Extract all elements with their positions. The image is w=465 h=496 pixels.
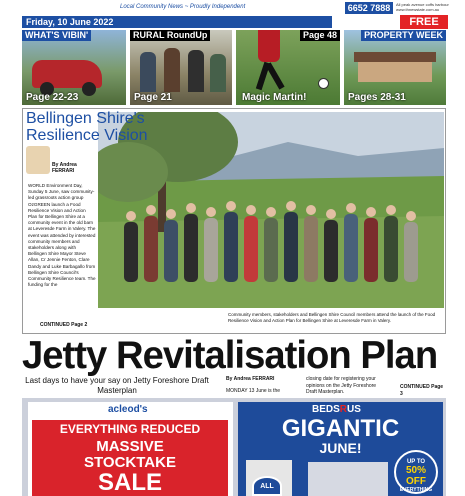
byline-name: FERRARI xyxy=(52,168,75,174)
masthead-tagline: Local Community News ~ Proudly Independent xyxy=(120,4,246,10)
section-title: RURAL RoundUp xyxy=(130,30,210,41)
ad2-brand-a: BEDS xyxy=(312,404,340,415)
author-photo xyxy=(26,146,50,174)
headline-byline: By Andrea FERRARI xyxy=(226,376,275,382)
story-title: Bellingen Shire's Resilience Vision xyxy=(26,110,148,144)
person-figure xyxy=(164,48,180,92)
person-figure xyxy=(210,54,226,92)
ad1-line1: EVERYTHING REDUCED xyxy=(59,422,201,436)
ad1-line3: STOCKTAKE xyxy=(84,454,176,471)
house-image xyxy=(358,60,432,82)
ad2-discount-badge xyxy=(394,450,438,494)
byline-prefix: By Andrea xyxy=(52,162,77,168)
player-figure xyxy=(258,30,280,62)
ad1-line4: SALE xyxy=(97,469,162,496)
section-title: Page 48 xyxy=(300,30,340,41)
free-badge: FREE xyxy=(400,15,448,29)
headline-subtitle: Last days to have your say on Jetty Foreshore Draft Masterplan xyxy=(25,376,209,395)
ad2-badge-b: 50% OFF xyxy=(405,465,426,487)
person-figure xyxy=(140,52,156,92)
masthead-ad-text: All peak avenue coffs harbour www.thnewstate.com.au xyxy=(396,2,449,12)
phone-number: 6652 7888 xyxy=(345,2,393,14)
macleods-ad[interactable] xyxy=(28,402,233,496)
story-byline xyxy=(52,162,77,174)
car-wheel-icon xyxy=(82,82,96,96)
section-rural-roundup[interactable] xyxy=(130,30,232,105)
headline-column-1: MONDAY 13 June is the xyxy=(226,388,281,394)
ad2-brand-r: R xyxy=(339,404,348,415)
section-page: Page 21 xyxy=(134,92,172,103)
bed-image xyxy=(308,462,388,496)
person-figure xyxy=(188,50,204,92)
player-leg xyxy=(265,62,284,89)
section-sport[interactable] xyxy=(236,30,340,105)
ad2-brand xyxy=(312,404,361,415)
ad1-brand: acleod's xyxy=(108,404,148,415)
story-continued[interactable]: CONTINUED Page 2 xyxy=(40,322,88,328)
headline-title: Jetty Revitalisation Plan xyxy=(22,334,438,377)
ad1-line2: MASSIVE xyxy=(96,438,164,455)
ad2-badge-a: UP TO xyxy=(406,459,426,465)
ad2-badge-c: EVERYTHING xyxy=(399,487,433,493)
ad2-brand-b: US xyxy=(347,404,361,415)
section-title: WHAT'S VIBIN' xyxy=(22,30,91,41)
ad2-line1: GIGANTIC xyxy=(281,415,400,442)
issue-date: Friday, 10 June 2022 xyxy=(22,16,332,28)
section-whats-vibin[interactable] xyxy=(22,30,126,105)
section-property-week[interactable] xyxy=(344,30,446,105)
headline-column-2: closing date for registering your opinions on the Jetty Foreshore Draft Masterplan. xyxy=(306,376,377,395)
section-page: Page 22-23 xyxy=(26,92,79,103)
house-roof xyxy=(354,52,436,62)
headline-continued[interactable]: CONTINUED Page 3 xyxy=(400,384,444,397)
story-body: WORLD Environment Day, Sunday 5 June, saw community-led grassroots action group OzGREEN launch a Food Resilience Vision and Action Plan for Bellingen Shire at a community event in the old barn at Leveresde Farm in Valery. The event was attended by interested community members and stakeholders along with Bellingen Shire Mayor Steve Allan, Cr Jennie Fenton, Clare Dandy and Luke Barbagallo from Bellingen Shire Council's Community Resilience team. The funding for the xyxy=(28,183,96,288)
section-title: PROPERTY WEEK xyxy=(361,30,446,41)
football-icon xyxy=(318,78,329,89)
beds-r-us-ad[interactable] xyxy=(238,402,443,496)
section-page: Pages 28-31 xyxy=(348,92,406,103)
section-page: Magic Martin! xyxy=(242,92,307,103)
photo-caption: Community members, stakeholders and Bellingen Shire Council members attend the launch of the Food Resilience Vision and Action Plan for Bellingen Shire at Leveresde Farm in Valery. xyxy=(228,312,436,323)
ad2-corner: ALL xyxy=(252,476,282,496)
ad2-line2: JUNE! xyxy=(319,440,362,456)
